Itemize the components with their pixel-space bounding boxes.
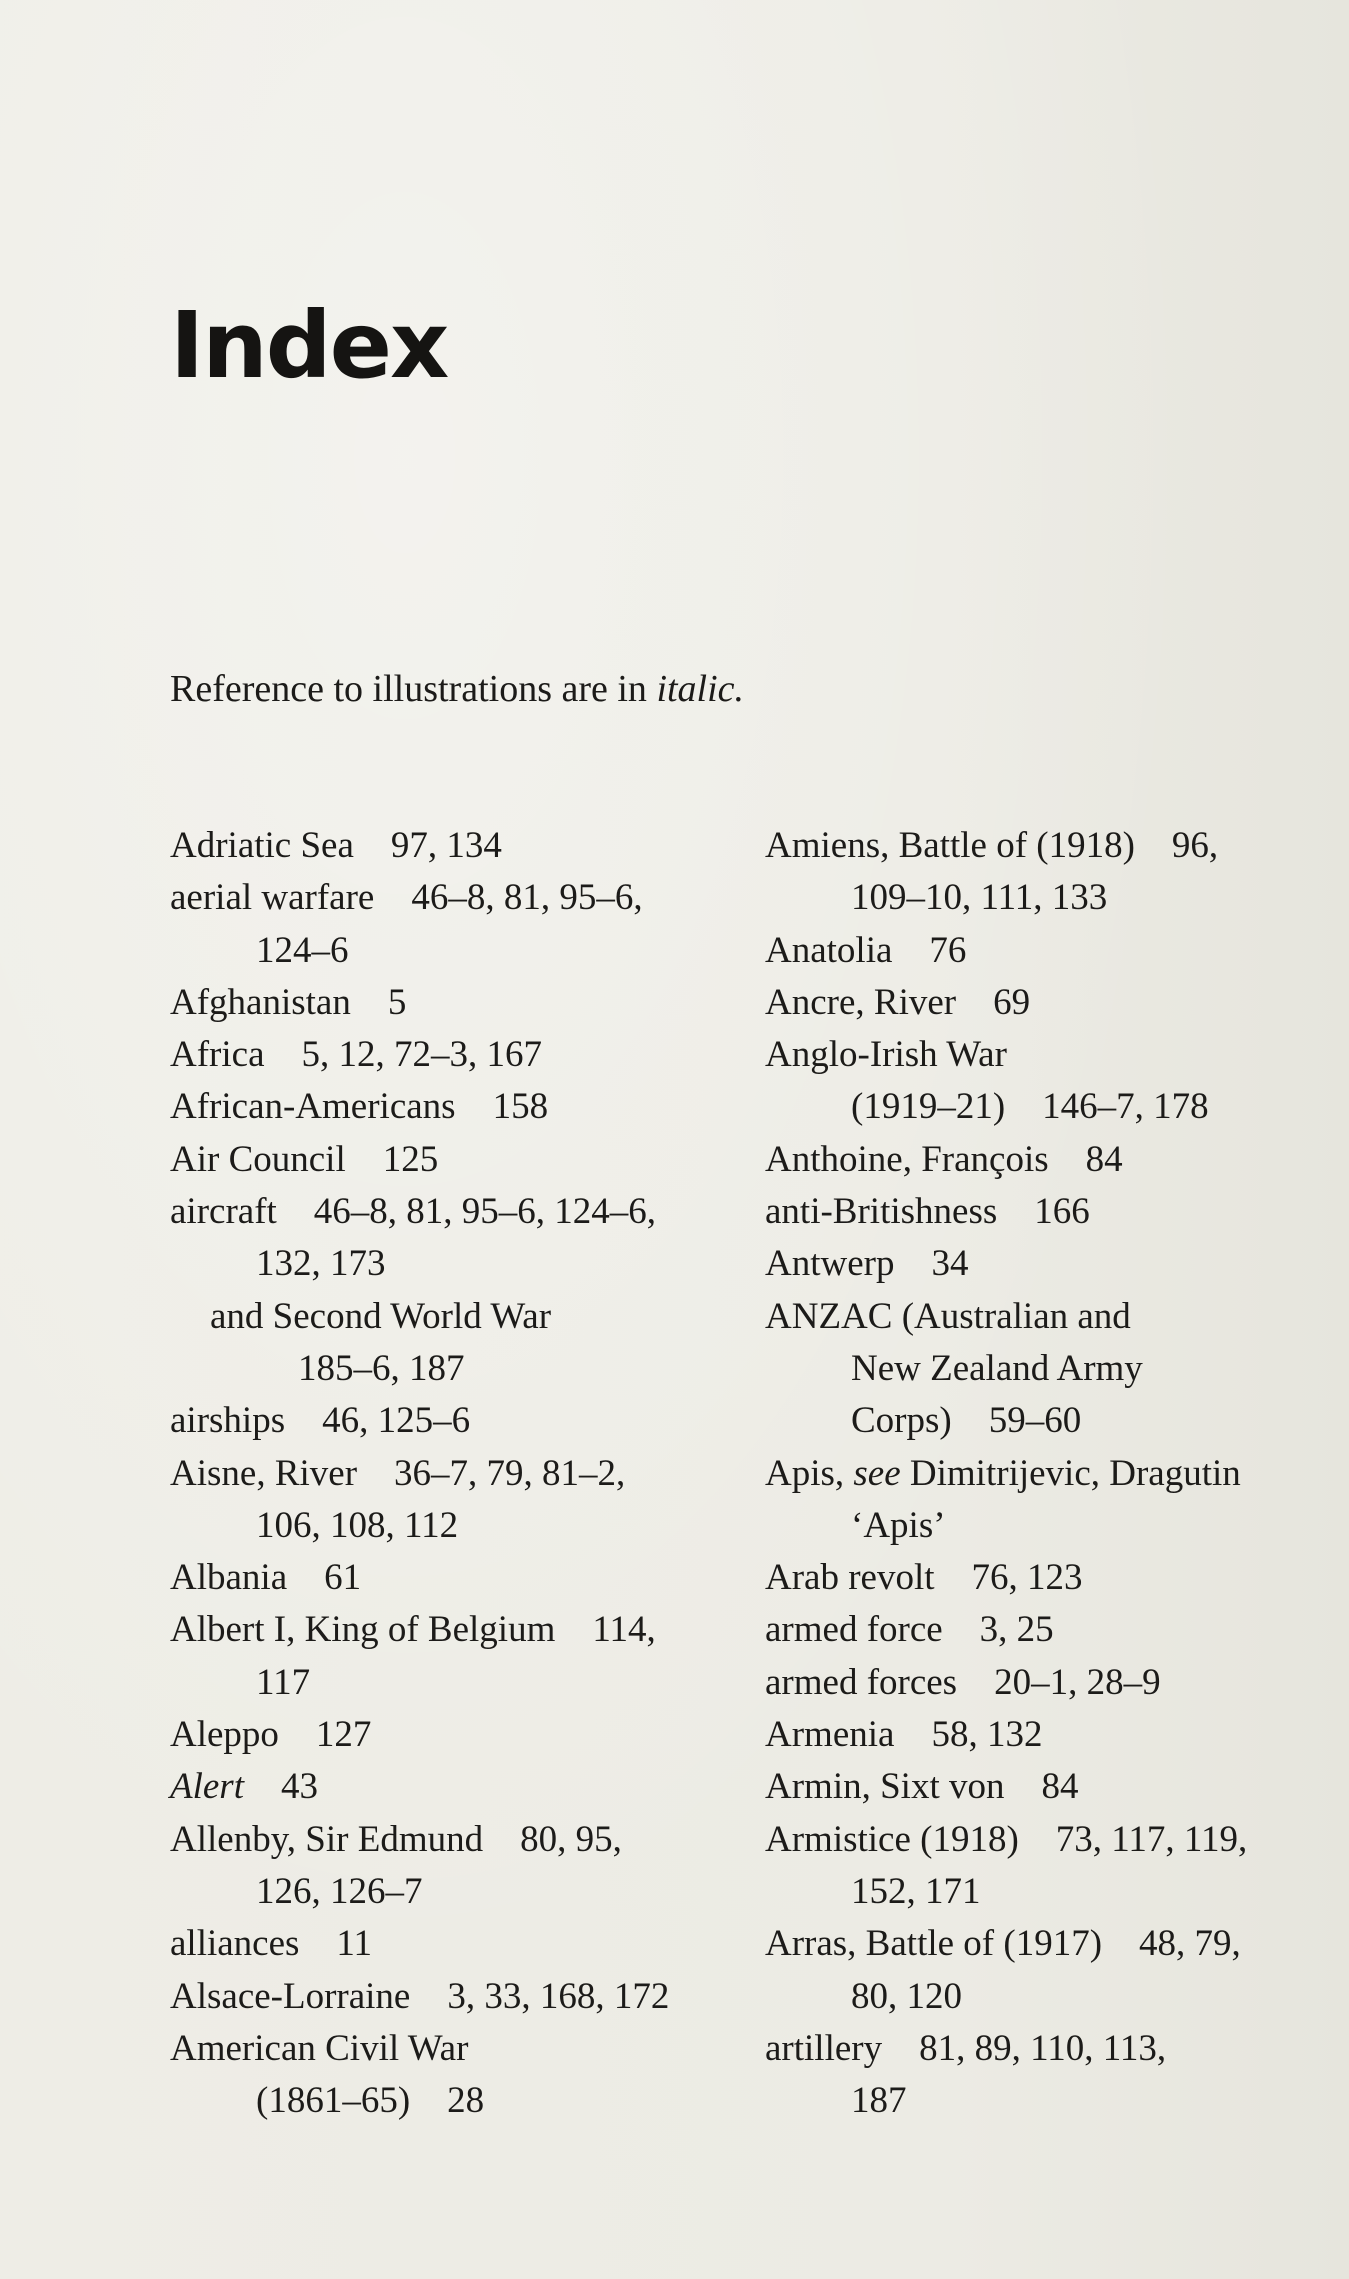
entry-line: Amiens, Battle of (1918) 96,	[765, 825, 1219, 866]
index-entry	[765, 1134, 1325, 1186]
index-entry	[170, 1081, 730, 1133]
index-entry	[170, 1918, 730, 1970]
index-entry	[765, 1657, 1325, 1709]
entry-continuation: 117	[256, 1661, 311, 1703]
index-entry	[170, 1552, 730, 1604]
index-entry	[765, 2023, 1325, 2128]
index-entry	[765, 1186, 1325, 1238]
index-entry	[170, 1448, 730, 1553]
entry-line: aircraft 46–8, 81, 95–6, 124–6,	[170, 1191, 657, 1233]
index-entry	[765, 1291, 1325, 1448]
entry-continuation: 124–6	[256, 929, 349, 971]
index-entry	[765, 925, 1325, 977]
index-entry	[170, 872, 730, 977]
entry-continuation: New Zealand Army	[851, 1347, 1143, 1389]
entry-continuation: 106, 108, 112	[256, 1504, 459, 1546]
entry-line: Africa 5, 12, 72–3, 167	[170, 1034, 542, 1076]
entry-line: artillery 81, 89, 110, 113,	[765, 2027, 1167, 2069]
entry-line: Adriatic Sea 97, 134	[170, 825, 502, 866]
entry-line: Ancre, River 69	[765, 981, 1031, 1023]
entry-continuation: 126, 126–7	[256, 1870, 423, 1912]
entry-line: Albert I, King of Belgium 114,	[170, 1609, 656, 1651]
see-reference-target: Dimitrijevic, Dragutin	[900, 1452, 1241, 1494]
index-entry	[765, 1448, 1325, 1553]
entry-continuation: Corps) 59–60	[851, 1400, 1082, 1442]
entry-line: anti-Britishness 166	[765, 1191, 1090, 1233]
entry-line: Allenby, Sir Edmund 80, 95,	[170, 1818, 622, 1860]
entry-line: Albania 61	[170, 1557, 362, 1599]
entry-line: African-Americans 158	[170, 1086, 549, 1128]
index-subentry	[170, 1291, 730, 1396]
entry-line: American Civil War	[170, 2027, 469, 2069]
entry-line: armed force 3, 25	[765, 1609, 1054, 1651]
index-entry	[170, 1814, 730, 1919]
entry-line: Anglo-Irish War	[765, 1034, 1007, 1076]
index-entry	[170, 977, 730, 1029]
index-entry	[170, 1395, 730, 1447]
index-entry	[170, 1709, 730, 1761]
index-entry	[765, 820, 1325, 925]
index-entry	[170, 1186, 730, 1291]
entry-line: aerial warfare 46–8, 81, 95–6,	[170, 877, 643, 919]
index-entry	[765, 1918, 1325, 2023]
entry-line: Armistice (1918) 73, 117, 119,	[765, 1818, 1248, 1860]
entry-pages: 43	[243, 1766, 318, 1808]
entry-line: Armenia 58, 132	[765, 1714, 1043, 1756]
note-italic-word: italic.	[656, 668, 745, 710]
entry-line: Arab revolt 76, 123	[765, 1557, 1083, 1599]
entry-line: Afghanistan 5	[170, 981, 407, 1023]
entry-line: Alsace-Lorraine 3, 33, 168, 172	[170, 1975, 670, 2017]
index-entry	[170, 2023, 730, 2128]
entry-line: Anthoine, François 84	[765, 1138, 1123, 1180]
entry-line: alliances 11	[170, 1923, 373, 1965]
index-entry	[170, 1761, 730, 1813]
entry-line: Aleppo 127	[170, 1714, 372, 1756]
entry-line	[170, 1761, 730, 1813]
index-entry	[170, 1971, 730, 2023]
index-entry	[765, 1814, 1325, 1919]
subentry-line: and Second World War	[210, 1295, 552, 1337]
entry-continuation: 132, 173	[256, 1243, 386, 1285]
entry-line	[765, 1448, 1325, 1500]
entry-continuation: (1861–65) 28	[256, 2080, 485, 2122]
index-heading: Index	[170, 292, 448, 399]
subentry-continuation: 185–6, 187	[298, 1347, 465, 1389]
entry-head: Apis,	[765, 1452, 854, 1494]
entry-continuation: ‘Apis’	[851, 1504, 946, 1546]
entry-italic-title: Alert	[170, 1766, 244, 1808]
index-entry	[765, 1238, 1325, 1290]
entry-line: ANZAC (Australian and	[765, 1295, 1131, 1337]
index-entry	[765, 1552, 1325, 1604]
entry-line: Arras, Battle of (1917) 48, 79,	[765, 1923, 1241, 1965]
entry-line: airships 46, 125–6	[170, 1400, 471, 1442]
index-column-right	[765, 820, 1325, 2127]
index-entry	[765, 977, 1325, 1029]
entry-line: Anatolia 76	[765, 929, 967, 971]
index-entry	[170, 1029, 730, 1081]
see-reference-word: see	[853, 1452, 901, 1494]
entry-continuation: 109–10, 111, 133	[851, 877, 1108, 919]
note-text: Reference to illustrations are in	[170, 668, 657, 710]
index-entry	[170, 1604, 730, 1709]
index-entry	[765, 1709, 1325, 1761]
index-entry	[170, 1134, 730, 1186]
index-column-left	[170, 820, 730, 2127]
entry-line: armed forces 20–1, 28–9	[765, 1661, 1161, 1703]
index-entry	[765, 1604, 1325, 1656]
entry-line: Air Council 125	[170, 1138, 439, 1180]
entry-line: Aisne, River 36–7, 79, 81–2,	[170, 1452, 626, 1494]
index-entry	[170, 820, 730, 872]
entry-line: Armin, Sixt von 84	[765, 1766, 1079, 1808]
entry-continuation: (1919–21) 146–7, 178	[851, 1086, 1209, 1128]
illustrations-note	[170, 666, 744, 712]
index-entry	[765, 1029, 1325, 1134]
entry-continuation: 152, 171	[851, 1870, 981, 1912]
entry-continuation: 187	[851, 2080, 907, 2122]
entry-line: Antwerp 34	[765, 1243, 969, 1285]
index-entry	[765, 1761, 1325, 1813]
entry-continuation: 80, 120	[851, 1975, 962, 2017]
